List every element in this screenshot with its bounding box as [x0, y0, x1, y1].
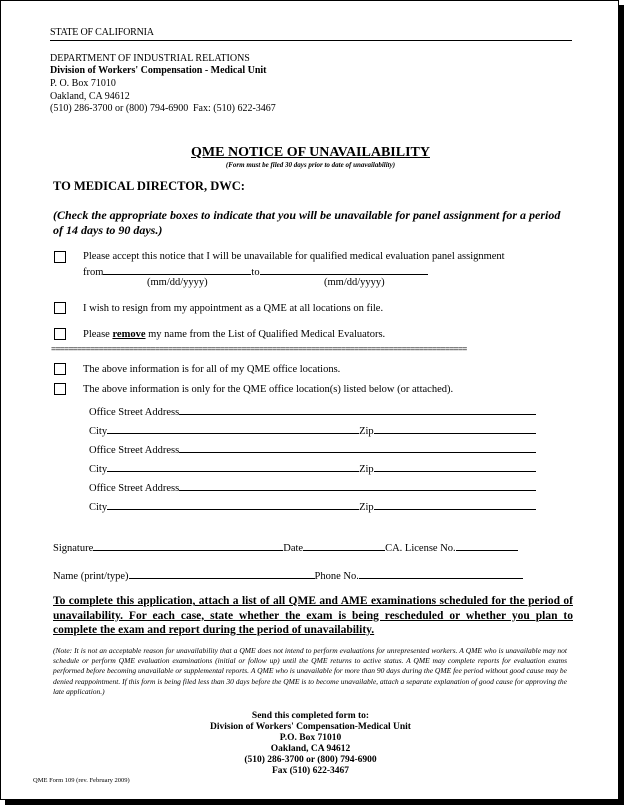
address-row-3	[89, 480, 536, 494]
send-city: Oakland, CA 94612	[270, 744, 351, 754]
send-phone: (510) 286-3700 or (800) 794-6900	[244, 755, 377, 765]
option-listed-locations-label: The above information is only for the QME office location(s) listed below (or attached).	[83, 384, 454, 395]
remove-suffix: my name from the List of Qualified Medical Evaluators.	[145, 329, 386, 340]
zip-field-3[interactable]	[374, 499, 536, 510]
form-subtitle: (Form must be filed 30 days prior to date of unavailability)	[225, 161, 396, 169]
zip-label: Zip	[359, 464, 374, 475]
state-label: STATE OF CALIFORNIA	[50, 27, 154, 38]
header-phone: (510) 286-3700 or (800) 794-6900	[50, 103, 189, 114]
department-name: DEPARTMENT OF INDUSTRIAL RELATIONS	[50, 53, 250, 64]
header-fax: Fax: (510) 622-3467	[193, 103, 276, 114]
street-label: Office Street Address	[89, 445, 180, 456]
street-label: Office Street Address	[89, 407, 180, 418]
street-field-3[interactable]	[179, 480, 536, 491]
separator-line: ================================================================================================	[51, 344, 467, 354]
address-row-1	[89, 404, 536, 418]
phone-label: Phone No.	[314, 571, 359, 582]
option-all-locations-label: The above information is for all of my QME office locations.	[83, 364, 341, 375]
from-label: from	[83, 267, 104, 278]
city-label: City	[89, 426, 108, 437]
option-resign-label: I wish to resign from my appointment as a QME at all locations on file.	[83, 303, 384, 314]
city-row-3	[89, 499, 536, 513]
name-label: Name (print/type)	[53, 571, 129, 582]
to-label: to	[251, 267, 260, 278]
to-date-field[interactable]	[260, 264, 428, 275]
option-unavailable-label: Please accept this notice that I will be unavailable for qualified medical evaluation panel assignment	[83, 251, 505, 262]
remove-prefix: Please	[83, 329, 113, 340]
checkbox-remove[interactable]	[54, 328, 66, 340]
checkbox-unavailable[interactable]	[54, 251, 66, 263]
license-field[interactable]	[456, 540, 518, 551]
send-fax: Fax (510) 622-3467	[271, 766, 350, 776]
signature-row	[53, 540, 518, 554]
signature-field[interactable]	[93, 540, 283, 551]
division-name: Division of Workers' Compensation - Medical Unit	[50, 65, 267, 76]
signature-label: Signature	[53, 543, 94, 554]
page-shadow-bottom	[5, 800, 624, 805]
header-city: Oakland, CA 94612	[50, 91, 130, 102]
zip-label: Zip	[359, 502, 374, 513]
zip-field-1[interactable]	[374, 423, 536, 434]
city-label: City	[89, 464, 108, 475]
license-label: CA. License No.	[385, 543, 456, 554]
street-label: Office Street Address	[89, 483, 180, 494]
zip-label: Zip	[359, 426, 374, 437]
street-field-2[interactable]	[179, 442, 536, 453]
from-date-format: (mm/dd/yyyy)	[147, 277, 208, 288]
note-paragraph: (Note: It is not an acceptable reason for unavailability that a QME does not intend to perform evaluations for unrepresented workers. A QME who is unavailable may not schedule or perform QME evaluation examinations (initial or follow up) until the QME returns to active status. A QME may complete reports for evaluation exams performed before becoming unavailable or supplemental reports. A QME who is unavailable for more than 90 days during the QME fee period without good cause may be denied reappointment. If this form is being filed less than 30 days before the QME is to become unavailable, attach a separate explanation of good cause for approving the late application.)	[53, 646, 567, 696]
phone-field[interactable]	[359, 568, 523, 579]
option-remove-label	[83, 329, 385, 340]
name-field[interactable]	[129, 568, 315, 579]
name-row	[53, 568, 523, 582]
date-range-row	[83, 264, 428, 278]
city-field-2[interactable]	[107, 461, 359, 472]
city-field-1[interactable]	[107, 423, 359, 434]
form-number: QME Form 109 (rev. February 2009)	[33, 777, 130, 784]
attach-notice: To complete this application, attach a list of all QME and AME examinations scheduled for the period of unavailability. For each case, state whether the exam is being rescheduled or whether you plan to complete the exam and report during the period of unavailability.	[53, 595, 573, 636]
send-intro: Send this completed form to:	[251, 711, 370, 721]
street-field-1[interactable]	[179, 404, 536, 415]
header-po-box: P. O. Box 71010	[50, 78, 116, 89]
instructions: (Check the appropriate boxes to indicate that you will be unavailable for panel assignment for a period of 14 days to 90 days.)	[53, 208, 561, 237]
address-row-2	[89, 442, 536, 456]
date-field[interactable]	[303, 540, 385, 551]
from-date-field[interactable]	[103, 264, 251, 275]
zip-field-2[interactable]	[374, 461, 536, 472]
form-title: QME NOTICE OF UNAVAILABILITY	[191, 145, 430, 160]
remove-emphasis: remove	[112, 329, 146, 340]
header-rule	[50, 40, 572, 41]
city-row-2	[89, 461, 536, 475]
send-division: Division of Workers' Compensation-Medical Unit	[210, 722, 411, 732]
page-shadow-right	[619, 5, 624, 805]
checkbox-resign[interactable]	[54, 302, 66, 314]
to-date-format: (mm/dd/yyyy)	[324, 277, 385, 288]
city-label: City	[89, 502, 108, 513]
checkbox-listed-locations[interactable]	[54, 383, 66, 395]
city-field-3[interactable]	[107, 499, 359, 510]
date-label: Date	[283, 543, 304, 554]
send-po-box: P.O. Box 71010	[279, 733, 342, 743]
addressee: TO MEDICAL DIRECTOR, DWC:	[53, 179, 245, 193]
city-row-1	[89, 423, 536, 437]
checkbox-all-locations[interactable]	[54, 363, 66, 375]
